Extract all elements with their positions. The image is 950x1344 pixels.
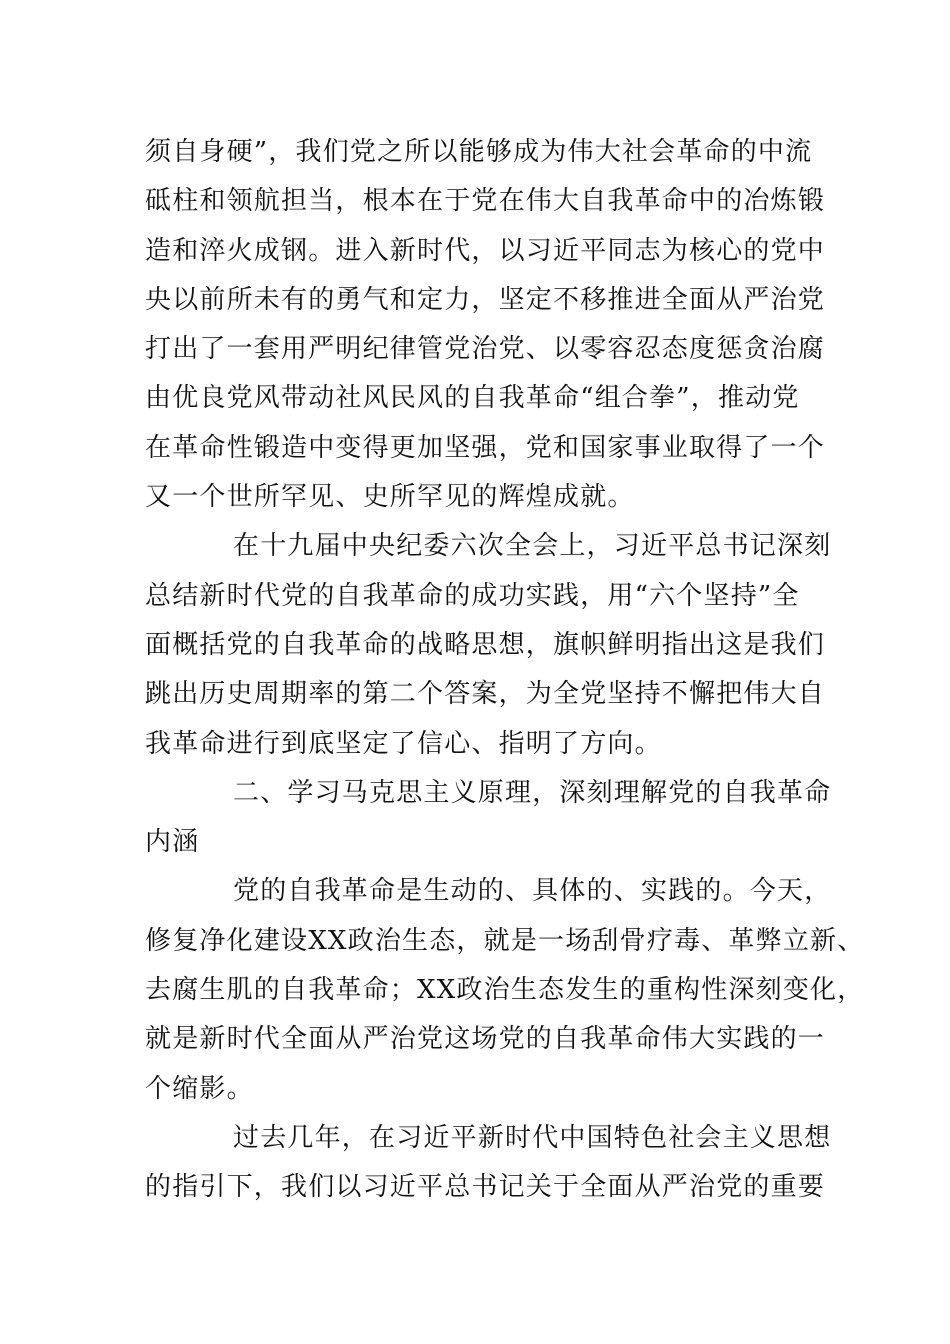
text-line: 砥柱和领航担当，根本在于党在伟大自我革命中的冶炼锻	[145, 186, 826, 217]
text-line: 总结新时代党的自我革命的成功实践，用“六个坚持”全	[145, 580, 800, 611]
text-line: 个缩影。	[145, 1073, 254, 1104]
paragraph-3	[145, 867, 865, 1113]
text-line: 的指引下，我们以习近平总书记关于全面从严治党的重要	[145, 1172, 826, 1203]
text-line: 就是新时代全面从严治党这场党的自我革命伟大实践的一	[145, 1024, 826, 1055]
text-line: 我革命进行到底坚定了信心、指明了方向。	[145, 728, 662, 759]
heading-line: 二、学习马克思主义原理，深刻理解党的自我革命	[233, 777, 832, 808]
text-line: 打出了一套用严明纪律管党治党、以零容忍态度惩贪治腐	[145, 334, 826, 365]
text-line: 面概括党的自我革命的战略思想，旗帜鲜明指出这是我们	[145, 629, 826, 660]
text-line: 央以前所未有的勇气和定力，坚定不移推进全面从严治党	[145, 284, 826, 315]
text-line: 去腐生肌的自我革命；XX政治生态发生的重构性深刻变化，	[145, 975, 865, 1006]
text-line: 由优良党风带动社风民风的自我革命“组合拳”，推动党	[145, 383, 800, 414]
paragraph-1	[145, 128, 826, 522]
section-heading	[145, 769, 832, 868]
text-line: 在十九届中央纪委六次全会上，习近平总书记深刻	[233, 531, 832, 562]
heading-line: 内涵	[145, 827, 200, 858]
text-line: 过去几年，在习近平新时代中国特色社会主义思想	[233, 1122, 832, 1153]
text-line: 跳出历史周期率的第二个答案，为全党坚持不懈把伟大自	[145, 679, 826, 710]
document-body	[145, 128, 865, 1213]
text-line: 党的自我革命是生动的、具体的、实践的。今天，	[233, 876, 832, 907]
text-line: 修复净化建设XX政治生态，就是一场刮骨疗毒、革弊立新、	[145, 925, 865, 956]
text-line: 须自身硬”，我们党之所以能够成为伟大社会革命的中流	[145, 137, 813, 167]
text-line: 又一个世所罕见、史所罕见的辉煌成就。	[145, 482, 635, 513]
text-line: 造和淬火成钢。进入新时代，以习近平同志为核心的党中	[145, 235, 826, 266]
paragraph-2	[145, 522, 832, 768]
text-line: 在革命性锻造中变得更加坚强，党和国家事业取得了一个	[145, 432, 826, 463]
paragraph-4	[145, 1114, 832, 1213]
